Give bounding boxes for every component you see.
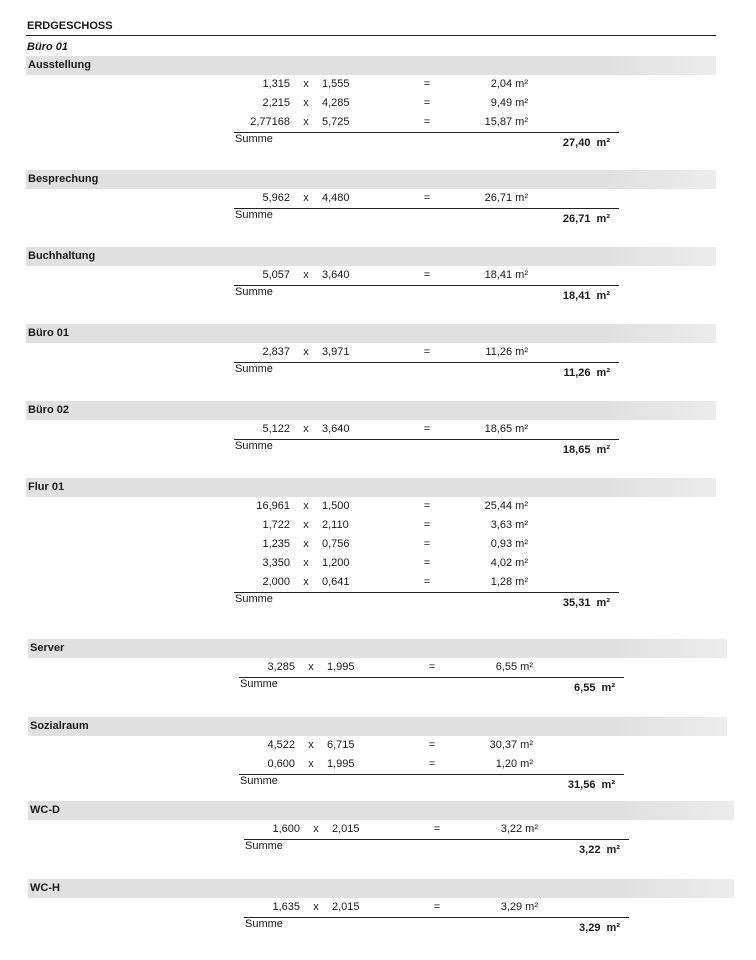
times-sign: x <box>303 97 309 109</box>
sum-divider <box>234 208 619 209</box>
factor-a: 16,961 <box>256 500 290 512</box>
times-sign: x <box>303 500 309 512</box>
times-sign: x <box>308 739 314 751</box>
area-result: 4,02 m² <box>490 557 528 569</box>
room-header <box>28 717 727 736</box>
sum-total: 11,26 m² <box>563 367 610 379</box>
factor-a: 2,215 <box>262 97 290 109</box>
factor-b: 1,200 <box>322 557 350 569</box>
times-sign: x <box>308 758 314 770</box>
sum-divider <box>244 839 629 840</box>
times-sign: x <box>303 192 309 204</box>
sum-divider <box>239 774 624 775</box>
room-name: WC-D <box>30 804 60 816</box>
equals-sign: = <box>423 519 431 531</box>
sum-label: Summe <box>235 440 273 452</box>
sum-label: Summe <box>240 775 278 787</box>
room-name: Buchhaltung <box>28 250 96 262</box>
room-header <box>26 170 716 189</box>
page-title: ERDGESCHOSS <box>27 20 113 32</box>
factor-b: 6,715 <box>327 739 355 751</box>
room-header <box>28 639 727 658</box>
sum-total: 3,29 m² <box>579 922 620 934</box>
sum-label: Summe <box>245 840 283 852</box>
sum-divider <box>234 132 619 133</box>
equals-sign: = <box>433 901 441 913</box>
times-sign: x <box>303 538 309 550</box>
room-header <box>28 801 734 820</box>
sum-divider <box>234 592 619 593</box>
area-result: 11,26 m² <box>485 346 528 358</box>
area-result: 3,63 m² <box>490 519 528 531</box>
room-name: Büro 01 <box>28 327 69 339</box>
room-name: Flur 01 <box>28 481 65 493</box>
area-result: 2,04 m² <box>490 78 528 90</box>
factor-a: 1,235 <box>262 538 290 550</box>
sum-label: Summe <box>235 133 273 145</box>
room-header <box>28 879 734 898</box>
area-result: 15,87 m² <box>484 116 528 128</box>
calc-row <box>0 736 756 755</box>
factor-a: 1,600 <box>272 823 300 835</box>
factor-a: 1,315 <box>262 78 290 90</box>
equals-sign: = <box>423 576 431 588</box>
factor-b: 3,640 <box>322 423 350 435</box>
area-result: 1,28 m² <box>490 576 528 588</box>
equals-sign: = <box>423 423 431 435</box>
room-name: Ausstellung <box>28 59 91 71</box>
times-sign: x <box>303 116 309 128</box>
equals-sign: = <box>423 269 431 281</box>
sum-label: Summe <box>235 286 273 298</box>
times-sign: x <box>303 576 309 588</box>
equals-sign: = <box>433 823 441 835</box>
times-sign: x <box>303 346 309 358</box>
equals-sign: = <box>428 739 436 751</box>
factor-a: 5,962 <box>262 192 290 204</box>
room-name: Sozialraum <box>30 720 89 732</box>
calc-row <box>0 516 756 535</box>
room-header <box>26 478 716 497</box>
times-sign: x <box>303 423 309 435</box>
calc-row <box>0 420 756 439</box>
calc-row <box>0 898 756 917</box>
factor-a: 5,057 <box>262 269 290 281</box>
area-result: 9,49 m² <box>490 97 528 109</box>
calc-row <box>0 535 756 554</box>
sum-label: Summe <box>245 918 283 930</box>
title-divider <box>26 35 716 36</box>
calc-row <box>0 75 756 94</box>
room-name: Server <box>30 642 65 654</box>
times-sign: x <box>303 557 309 569</box>
calc-row <box>0 658 756 677</box>
equals-sign: = <box>423 192 431 204</box>
calc-row <box>0 755 756 774</box>
times-sign: x <box>303 519 309 531</box>
sum-label: Summe <box>235 209 273 221</box>
page-subtitle: Büro 01 <box>27 41 68 53</box>
equals-sign: = <box>423 557 431 569</box>
sum-total: 26,71 m² <box>562 213 610 225</box>
calc-row <box>0 343 756 362</box>
factor-b: 0,756 <box>322 538 350 550</box>
calc-row <box>0 497 756 516</box>
equals-sign: = <box>423 346 431 358</box>
equals-sign: = <box>428 758 436 770</box>
sum-label: Summe <box>235 363 273 375</box>
area-result: 25,44 m² <box>484 500 528 512</box>
factor-b: 1,555 <box>322 78 350 90</box>
calc-row <box>0 113 756 132</box>
times-sign: x <box>303 269 309 281</box>
factor-b: 0,641 <box>322 576 350 588</box>
calc-row <box>0 820 756 839</box>
factor-a: 5,122 <box>262 423 290 435</box>
sum-divider <box>234 439 619 440</box>
sum-total: 27,40 m² <box>562 137 610 149</box>
equals-sign: = <box>428 661 436 673</box>
times-sign: x <box>303 78 309 90</box>
sum-total: 6,55 m² <box>574 682 615 694</box>
equals-sign: = <box>423 538 431 550</box>
sum-label: Summe <box>240 678 278 690</box>
calc-row <box>0 573 756 592</box>
equals-sign: = <box>423 78 431 90</box>
factor-b: 2,110 <box>322 519 349 531</box>
area-result: 1,20 m² <box>495 758 533 770</box>
sum-total: 3,22 m² <box>579 844 620 856</box>
area-result: 18,65 m² <box>484 423 528 435</box>
sum-divider <box>234 362 619 363</box>
area-result: 0,93 m² <box>490 538 528 550</box>
factor-b: 5,725 <box>322 116 350 128</box>
sum-total: 18,65 m² <box>562 444 610 456</box>
factor-a: 2,000 <box>262 576 290 588</box>
times-sign: x <box>313 823 319 835</box>
factor-a: 4,522 <box>267 739 295 751</box>
area-result: 3,22 m² <box>500 823 538 835</box>
room-header <box>26 247 716 266</box>
factor-b: 4,285 <box>322 97 350 109</box>
sum-divider <box>234 285 619 286</box>
equals-sign: = <box>423 116 431 128</box>
factor-b: 3,640 <box>322 269 350 281</box>
times-sign: x <box>313 901 319 913</box>
area-result: 26,71 m² <box>484 192 528 204</box>
area-result: 6,55 m² <box>495 661 533 673</box>
room-name: WC-H <box>30 882 60 894</box>
times-sign: x <box>308 661 314 673</box>
factor-b: 4,480 <box>322 192 350 204</box>
room-header <box>26 401 716 420</box>
sum-total: 18,41 m² <box>562 290 610 302</box>
sum-total: 31,56 m² <box>567 779 615 791</box>
sum-divider <box>239 677 624 678</box>
factor-b: 2,015 <box>332 901 360 913</box>
room-header <box>26 324 716 343</box>
calc-row <box>0 554 756 573</box>
factor-b: 3,971 <box>322 346 350 358</box>
factor-a: 1,635 <box>272 901 300 913</box>
sum-label: Summe <box>235 593 273 605</box>
area-result: 3,29 m² <box>500 901 538 913</box>
room-name: Besprechung <box>28 173 99 185</box>
room-header <box>26 56 716 75</box>
calc-row <box>0 189 756 208</box>
factor-b: 1,995 <box>327 661 355 673</box>
sum-total: 35,31 m² <box>562 597 610 609</box>
factor-a: 2,77168 <box>250 116 290 128</box>
calc-row <box>0 94 756 113</box>
factor-a: 1,722 <box>262 519 290 531</box>
room-name: Büro 02 <box>28 404 69 416</box>
factor-a: 0,600 <box>267 758 295 770</box>
equals-sign: = <box>423 500 431 512</box>
area-result: 18,41 m² <box>484 269 528 281</box>
calc-row <box>0 266 756 285</box>
equals-sign: = <box>423 97 431 109</box>
factor-a: 2,837 <box>262 346 290 358</box>
factor-b: 1,995 <box>327 758 355 770</box>
factor-a: 3,285 <box>267 661 295 673</box>
sum-divider <box>244 917 629 918</box>
factor-b: 1,500 <box>322 500 350 512</box>
factor-b: 2,015 <box>332 823 360 835</box>
factor-a: 3,350 <box>262 557 290 569</box>
area-result: 30,37 m² <box>489 739 533 751</box>
